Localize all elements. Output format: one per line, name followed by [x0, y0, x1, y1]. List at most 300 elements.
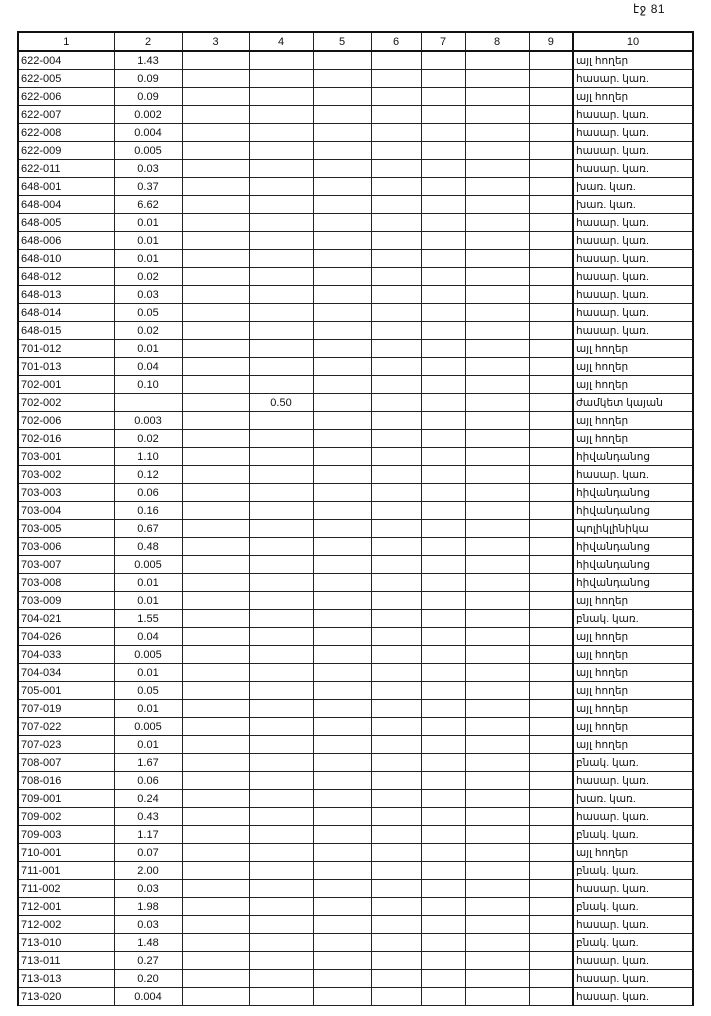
cell-area: 0.09	[114, 70, 182, 88]
cell-empty	[313, 664, 371, 682]
cell-code: 648-012	[18, 268, 114, 286]
table-row	[18, 520, 693, 538]
cell-empty	[371, 754, 421, 772]
cell-empty	[529, 970, 573, 988]
cell-empty	[465, 376, 529, 394]
cell-empty	[371, 898, 421, 916]
table-row	[18, 988, 693, 1006]
cell-empty	[421, 142, 465, 160]
cell-empty	[371, 484, 421, 502]
cell-empty	[182, 646, 249, 664]
cell-code: 704-033	[18, 646, 114, 664]
cell-empty	[529, 988, 573, 1006]
table-row	[18, 610, 693, 628]
cell-code: 703-002	[18, 466, 114, 484]
cell-empty	[529, 862, 573, 880]
cell-col4	[249, 916, 313, 934]
cell-empty	[529, 142, 573, 160]
cell-category: հասար. կառ.	[573, 772, 693, 790]
cell-area: 0.07	[114, 844, 182, 862]
table-row	[18, 448, 693, 466]
cell-area: 0.43	[114, 808, 182, 826]
cell-empty	[313, 718, 371, 736]
cell-code: 622-011	[18, 160, 114, 178]
cell-empty	[465, 268, 529, 286]
land-register-table	[17, 31, 694, 1006]
cell-category: պոլիկլինիկա	[573, 520, 693, 538]
cell-empty	[465, 250, 529, 268]
table-row	[18, 898, 693, 916]
cell-empty	[421, 124, 465, 142]
cell-empty	[182, 988, 249, 1006]
cell-empty	[465, 430, 529, 448]
cell-empty	[421, 160, 465, 178]
cell-col4	[249, 51, 313, 70]
cell-empty	[421, 466, 465, 484]
cell-area: 0.01	[114, 340, 182, 358]
cell-empty	[371, 628, 421, 646]
table-row	[18, 232, 693, 250]
cell-empty	[529, 124, 573, 142]
cell-category: հասար. կառ.	[573, 880, 693, 898]
table-row	[18, 754, 693, 772]
table-row	[18, 556, 693, 574]
cell-col4	[249, 502, 313, 520]
cell-area: 1.43	[114, 51, 182, 70]
cell-empty	[182, 844, 249, 862]
cell-empty	[313, 790, 371, 808]
cell-empty	[182, 790, 249, 808]
cell-area: 0.004	[114, 988, 182, 1006]
column-header: 4	[249, 32, 313, 51]
cell-empty	[182, 232, 249, 250]
column-header: 5	[313, 32, 371, 51]
cell-code: 622-006	[18, 88, 114, 106]
cell-empty	[465, 448, 529, 466]
cell-empty	[421, 700, 465, 718]
cell-category: հասար. կառ.	[573, 808, 693, 826]
cell-empty	[182, 178, 249, 196]
cell-empty	[421, 448, 465, 466]
table-row	[18, 466, 693, 484]
cell-category: բնակ. կառ.	[573, 754, 693, 772]
cell-code: 622-005	[18, 70, 114, 88]
cell-empty	[371, 988, 421, 1006]
cell-col4	[249, 898, 313, 916]
cell-code: 708-016	[18, 772, 114, 790]
cell-empty	[421, 214, 465, 232]
cell-empty	[529, 232, 573, 250]
cell-code: 703-006	[18, 538, 114, 556]
cell-empty	[465, 682, 529, 700]
cell-empty	[465, 610, 529, 628]
cell-empty	[371, 538, 421, 556]
cell-empty	[529, 430, 573, 448]
cell-area: 0.27	[114, 952, 182, 970]
column-header: 7	[421, 32, 465, 51]
cell-empty	[465, 718, 529, 736]
cell-empty	[529, 466, 573, 484]
cell-col4	[249, 178, 313, 196]
cell-empty	[421, 196, 465, 214]
cell-empty	[182, 970, 249, 988]
cell-col4	[249, 322, 313, 340]
cell-col4	[249, 196, 313, 214]
cell-empty	[313, 214, 371, 232]
cell-empty	[313, 466, 371, 484]
cell-area: 0.03	[114, 880, 182, 898]
cell-empty	[313, 538, 371, 556]
cell-category: հասար. կառ.	[573, 286, 693, 304]
cell-empty	[313, 268, 371, 286]
column-header: 10	[573, 32, 693, 51]
cell-empty	[465, 826, 529, 844]
cell-empty	[465, 178, 529, 196]
cell-empty	[182, 826, 249, 844]
cell-empty	[182, 772, 249, 790]
table-row	[18, 916, 693, 934]
cell-empty	[371, 808, 421, 826]
cell-empty	[421, 51, 465, 70]
cell-area: 1.98	[114, 898, 182, 916]
cell-col4	[249, 430, 313, 448]
cell-empty	[371, 718, 421, 736]
cell-empty	[421, 322, 465, 340]
cell-col4	[249, 214, 313, 232]
cell-col4	[249, 718, 313, 736]
cell-empty	[465, 808, 529, 826]
cell-category: հասար. կառ.	[573, 466, 693, 484]
table-row	[18, 268, 693, 286]
cell-empty	[182, 268, 249, 286]
cell-code: 704-026	[18, 628, 114, 646]
cell-col4	[249, 988, 313, 1006]
cell-area: 0.005	[114, 646, 182, 664]
cell-empty	[182, 466, 249, 484]
cell-col4	[249, 646, 313, 664]
cell-empty	[421, 286, 465, 304]
cell-empty	[182, 88, 249, 106]
table-row	[18, 322, 693, 340]
cell-category: այլ հողեր	[573, 358, 693, 376]
cell-code: 701-012	[18, 340, 114, 358]
cell-empty	[371, 286, 421, 304]
cell-empty	[421, 628, 465, 646]
cell-empty	[371, 268, 421, 286]
cell-category: բնակ. կառ.	[573, 898, 693, 916]
cell-area: 0.67	[114, 520, 182, 538]
cell-code: 648-004	[18, 196, 114, 214]
cell-area: 0.004	[114, 124, 182, 142]
cell-col4	[249, 268, 313, 286]
cell-col4	[249, 610, 313, 628]
cell-empty	[529, 160, 573, 178]
cell-empty	[182, 484, 249, 502]
cell-code: 710-001	[18, 844, 114, 862]
cell-area: 0.37	[114, 178, 182, 196]
cell-empty	[465, 214, 529, 232]
cell-empty	[313, 51, 371, 70]
cell-empty	[313, 862, 371, 880]
cell-col4	[249, 790, 313, 808]
cell-empty	[421, 592, 465, 610]
cell-empty	[529, 214, 573, 232]
cell-empty	[182, 934, 249, 952]
cell-category: այլ հողեր	[573, 700, 693, 718]
cell-empty	[421, 646, 465, 664]
cell-empty	[371, 232, 421, 250]
table-row	[18, 394, 693, 412]
cell-empty	[371, 610, 421, 628]
cell-category: այլ հողեր	[573, 592, 693, 610]
cell-area: 0.06	[114, 772, 182, 790]
cell-empty	[371, 250, 421, 268]
cell-area: 0.01	[114, 250, 182, 268]
cell-empty	[529, 736, 573, 754]
cell-empty	[465, 304, 529, 322]
cell-code: 703-005	[18, 520, 114, 538]
cell-category: այլ հողեր	[573, 340, 693, 358]
cell-empty	[313, 700, 371, 718]
cell-category: հասար. կառ.	[573, 70, 693, 88]
cell-col4	[249, 628, 313, 646]
cell-empty	[529, 88, 573, 106]
cell-col4	[249, 250, 313, 268]
cell-empty	[371, 430, 421, 448]
cell-code: 707-019	[18, 700, 114, 718]
cell-col4	[249, 376, 313, 394]
table-row	[18, 160, 693, 178]
cell-category: հասար. կառ.	[573, 232, 693, 250]
cell-empty	[465, 340, 529, 358]
table-row	[18, 430, 693, 448]
cell-empty	[421, 340, 465, 358]
cell-empty	[182, 394, 249, 412]
cell-empty	[313, 934, 371, 952]
cell-col4	[249, 340, 313, 358]
cell-category: հիվանդանոց	[573, 502, 693, 520]
cell-col4	[249, 484, 313, 502]
cell-empty	[371, 916, 421, 934]
cell-empty	[182, 412, 249, 430]
cell-empty	[529, 556, 573, 574]
cell-category: այլ հողեր	[573, 736, 693, 754]
cell-empty	[313, 592, 371, 610]
cell-empty	[313, 286, 371, 304]
table-row	[18, 862, 693, 880]
cell-empty	[421, 844, 465, 862]
cell-empty	[465, 574, 529, 592]
cell-empty	[465, 646, 529, 664]
cell-empty	[465, 394, 529, 412]
cell-empty	[182, 898, 249, 916]
cell-empty	[313, 358, 371, 376]
cell-col4	[249, 70, 313, 88]
cell-code: 709-002	[18, 808, 114, 826]
table-row	[18, 358, 693, 376]
cell-category: հասար. կառ.	[573, 142, 693, 160]
cell-empty	[529, 574, 573, 592]
cell-area: 0.48	[114, 538, 182, 556]
cell-empty	[421, 898, 465, 916]
cell-category: խառ. կառ.	[573, 790, 693, 808]
table-row	[18, 772, 693, 790]
cell-empty	[529, 520, 573, 538]
cell-empty	[182, 808, 249, 826]
cell-empty	[182, 610, 249, 628]
cell-empty	[313, 232, 371, 250]
cell-area: 0.01	[114, 736, 182, 754]
cell-category: հասար. կառ.	[573, 124, 693, 142]
cell-empty	[313, 916, 371, 934]
cell-area: 1.17	[114, 826, 182, 844]
cell-code: 703-003	[18, 484, 114, 502]
cell-empty	[371, 574, 421, 592]
cell-empty	[421, 484, 465, 502]
cell-col4	[249, 142, 313, 160]
cell-category: հասար. կառ.	[573, 250, 693, 268]
cell-col4	[249, 286, 313, 304]
cell-empty	[421, 934, 465, 952]
cell-empty	[182, 502, 249, 520]
cell-area	[114, 394, 182, 412]
cell-area: 0.03	[114, 916, 182, 934]
cell-category: բնակ. կառ.	[573, 862, 693, 880]
cell-code: 713-011	[18, 952, 114, 970]
cell-empty	[421, 376, 465, 394]
cell-code: 713-010	[18, 934, 114, 952]
cell-code: 708-007	[18, 754, 114, 772]
cell-empty	[182, 718, 249, 736]
cell-empty	[529, 880, 573, 898]
cell-empty	[465, 988, 529, 1006]
cell-area: 1.48	[114, 934, 182, 952]
cell-empty	[371, 592, 421, 610]
cell-code: 713-020	[18, 988, 114, 1006]
cell-empty	[313, 682, 371, 700]
cell-area: 0.01	[114, 700, 182, 718]
column-header: 6	[371, 32, 421, 51]
cell-col4	[249, 682, 313, 700]
table-row	[18, 70, 693, 88]
cell-category: հիվանդանոց	[573, 448, 693, 466]
cell-empty	[529, 754, 573, 772]
cell-empty	[313, 88, 371, 106]
cell-empty	[465, 106, 529, 124]
cell-empty	[371, 358, 421, 376]
table-body	[18, 51, 693, 1006]
cell-empty	[371, 51, 421, 70]
cell-empty	[182, 304, 249, 322]
cell-code: 709-001	[18, 790, 114, 808]
cell-empty	[465, 790, 529, 808]
cell-empty	[421, 988, 465, 1006]
cell-empty	[529, 844, 573, 862]
cell-area: 2.00	[114, 862, 182, 880]
cell-code: 648-013	[18, 286, 114, 304]
table-row	[18, 142, 693, 160]
cell-area: 6.62	[114, 196, 182, 214]
cell-empty	[529, 700, 573, 718]
cell-empty	[371, 790, 421, 808]
cell-empty	[182, 736, 249, 754]
cell-code: 648-006	[18, 232, 114, 250]
cell-empty	[182, 682, 249, 700]
cell-empty	[371, 952, 421, 970]
cell-empty	[421, 430, 465, 448]
cell-category: հասար. կառ.	[573, 106, 693, 124]
cell-code: 707-022	[18, 718, 114, 736]
cell-empty	[371, 214, 421, 232]
cell-empty	[313, 340, 371, 358]
table-row	[18, 412, 693, 430]
cell-empty	[465, 196, 529, 214]
cell-area: 0.06	[114, 484, 182, 502]
cell-empty	[371, 412, 421, 430]
cell-empty	[465, 466, 529, 484]
cell-empty	[313, 160, 371, 178]
cell-empty	[313, 250, 371, 268]
cell-empty	[421, 232, 465, 250]
cell-col4	[249, 736, 313, 754]
cell-empty	[313, 826, 371, 844]
cell-empty	[371, 862, 421, 880]
cell-empty	[182, 538, 249, 556]
cell-empty	[421, 502, 465, 520]
cell-empty	[529, 448, 573, 466]
cell-empty	[529, 412, 573, 430]
cell-category: հասար. կառ.	[573, 268, 693, 286]
cell-empty	[182, 214, 249, 232]
cell-empty	[529, 646, 573, 664]
cell-area: 0.04	[114, 628, 182, 646]
cell-code: 713-013	[18, 970, 114, 988]
cell-area: 0.20	[114, 970, 182, 988]
cell-empty	[421, 70, 465, 88]
cell-code: 704-021	[18, 610, 114, 628]
cell-category: այլ հողեր	[573, 664, 693, 682]
cell-category: հիվանդանոց	[573, 484, 693, 502]
cell-code: 648-015	[18, 322, 114, 340]
cell-code: 709-003	[18, 826, 114, 844]
cell-empty	[421, 754, 465, 772]
cell-code: 701-013	[18, 358, 114, 376]
cell-category: այլ հողեր	[573, 682, 693, 700]
cell-empty	[421, 682, 465, 700]
cell-empty	[313, 808, 371, 826]
cell-empty	[182, 376, 249, 394]
cell-empty	[371, 142, 421, 160]
cell-col4	[249, 970, 313, 988]
cell-empty	[465, 934, 529, 952]
cell-empty	[313, 142, 371, 160]
cell-empty	[182, 322, 249, 340]
cell-empty	[421, 610, 465, 628]
cell-code: 707-023	[18, 736, 114, 754]
cell-empty	[529, 394, 573, 412]
cell-category: հասար. կառ.	[573, 304, 693, 322]
cell-empty	[465, 862, 529, 880]
cell-empty	[421, 862, 465, 880]
cell-empty	[182, 250, 249, 268]
cell-empty	[421, 736, 465, 754]
table-row	[18, 286, 693, 304]
cell-empty	[371, 772, 421, 790]
cell-empty	[313, 412, 371, 430]
cell-area: 0.02	[114, 430, 182, 448]
cell-empty	[529, 718, 573, 736]
header-row	[18, 32, 693, 51]
